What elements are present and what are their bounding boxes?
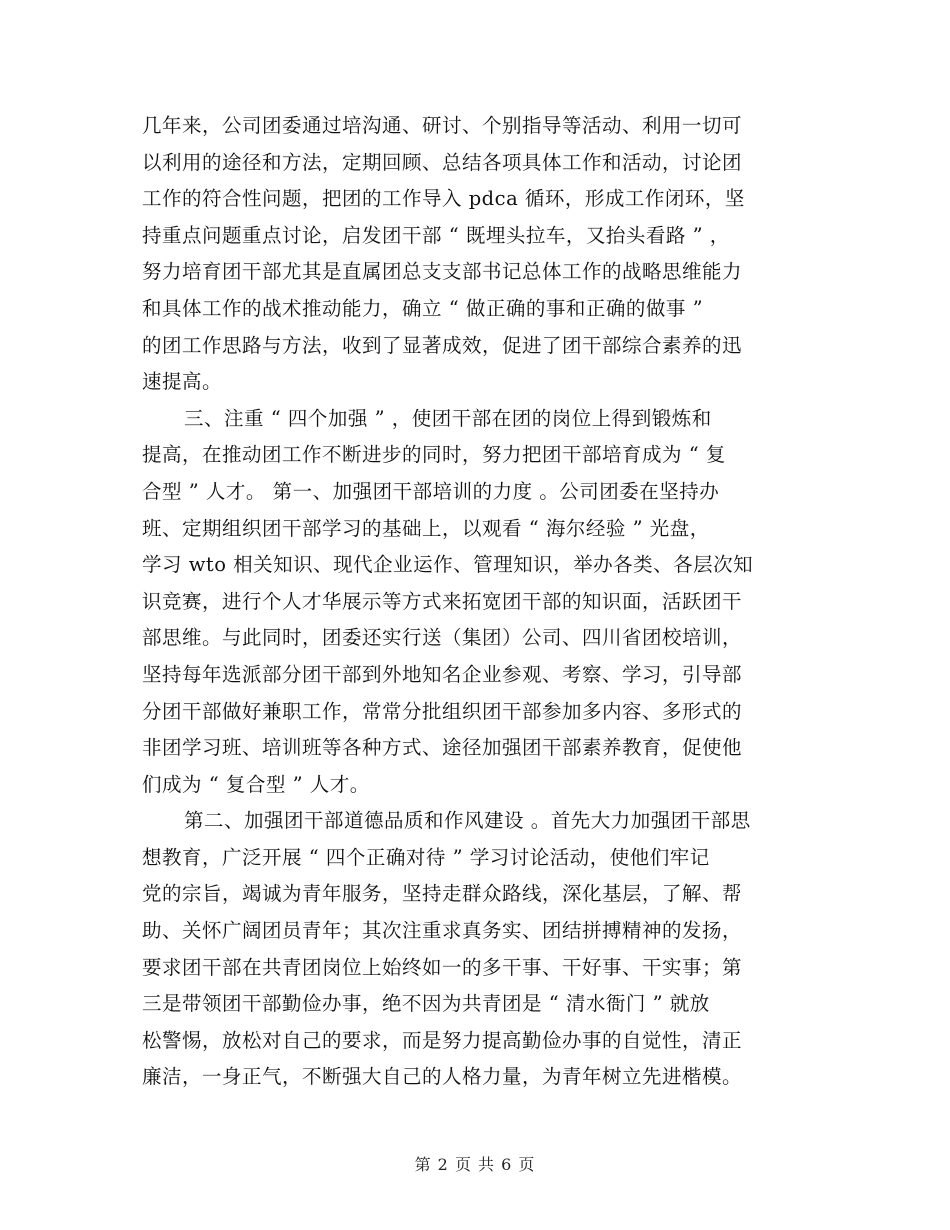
text-line: 学习 wto 相关知识、现代企业运作、管理知识，举办各类、各层次知 [142,553,754,577]
text-line: 识竞赛，进行个人才华展示等方式来拓宽团干部的知识面，活跃团干 [142,589,743,613]
paragraph-2 [142,401,802,804]
text-line: 助、关怀广阔团员青年；其次注重求真务实、团结拼搏精神的发扬， [142,919,743,943]
text-line: 几年来，公司团委通过培沟通、研讨、个别指导等活动、利用一切可 [142,114,743,137]
text-line: 分团干部做好兼职工作，常常分批组织团干部参加多内容、多形式的 [142,699,743,723]
text-line: 坚持每年选派部分团干部到外地知名企业参观、考察、学习，引导部 [142,662,743,686]
text-line: 工作的符合性问题，把团的工作导入 pdca 循环，形成工作闭环，坚 [142,187,745,211]
document-body [142,108,802,1096]
text-line: 努力培育团干部尤其是直属团总支支部书记总体工作的战略思维能力 [142,260,743,284]
text-line: 想教育，广泛开展 “ 四个正确对待 ” 学习讨论活动，使他们牢记 [142,845,710,869]
text-line: 非团学习班、培训班等各种方式、途径加强团干部素养教育，促使他 [142,736,743,760]
page-number-footer: 第 2 页 共 6 页 [414,1155,536,1174]
text-line: 们成为 “ 复合型 ” 人才。 [142,772,370,796]
paragraph-1 [142,108,802,401]
text-line: 要求团干部在共青团岗位上始终如一的多干事、干好事、干实事；第 [142,955,743,979]
text-line: 速提高。 [142,370,223,394]
text-line: 合型 ” 人才。 第一、加强团干部培训的力度 。公司团委在坚持办 [142,479,720,503]
text-line: 持重点问题重点讨论，启发团干部 “ 既埋头拉车，又抬头看路 ” ， [142,223,730,247]
text-line: 提高，在推动团工作不断进步的同时，努力把团干部培育成为 “ 复 [142,443,726,467]
text-line: 班、定期组织团干部学习的基础上，以观看 “ 海尔经验 ” 光盘， [142,516,710,540]
paragraph-3 [142,803,802,1096]
text-line: 松警惕，放松对自己的要求，而是努力提高勤俭办事的自觉性，清正 [142,1028,743,1052]
text-line: 第二、加强团干部道德品质和作风建设 。首先大力加强团干部思 [184,809,751,833]
text-line: 以利用的途径和方法，定期回顾、总结各项具体工作和活动，讨论团 [142,150,743,174]
text-line: 部思维。与此同时，团委还实行送（集团）公司、四川省团校培训， [142,626,743,650]
text-line: 三、注重 “ 四个加强 ” ，使团干部在团的岗位上得到锻炼和 [184,406,712,430]
text-line: 三是带领团干部勤俭办事，绝不因为共青团是 “ 清水衙门 ” 就放 [142,992,710,1016]
text-line: 和具体工作的战术推动能力，确立 “ 做正确的事和正确的做事 ” [142,296,704,320]
text-line: 党的宗旨，竭诚为青年服务，坚持走群众路线，深化基层，了解、帮 [142,882,743,906]
text-line: 的团工作思路与方法，收到了显著成效，促进了团干部综合素养的迅 [142,333,743,357]
text-line: 廉洁，一身正气，不断强大自己的人格力量，为青年树立先进楷模。 [142,1065,743,1089]
